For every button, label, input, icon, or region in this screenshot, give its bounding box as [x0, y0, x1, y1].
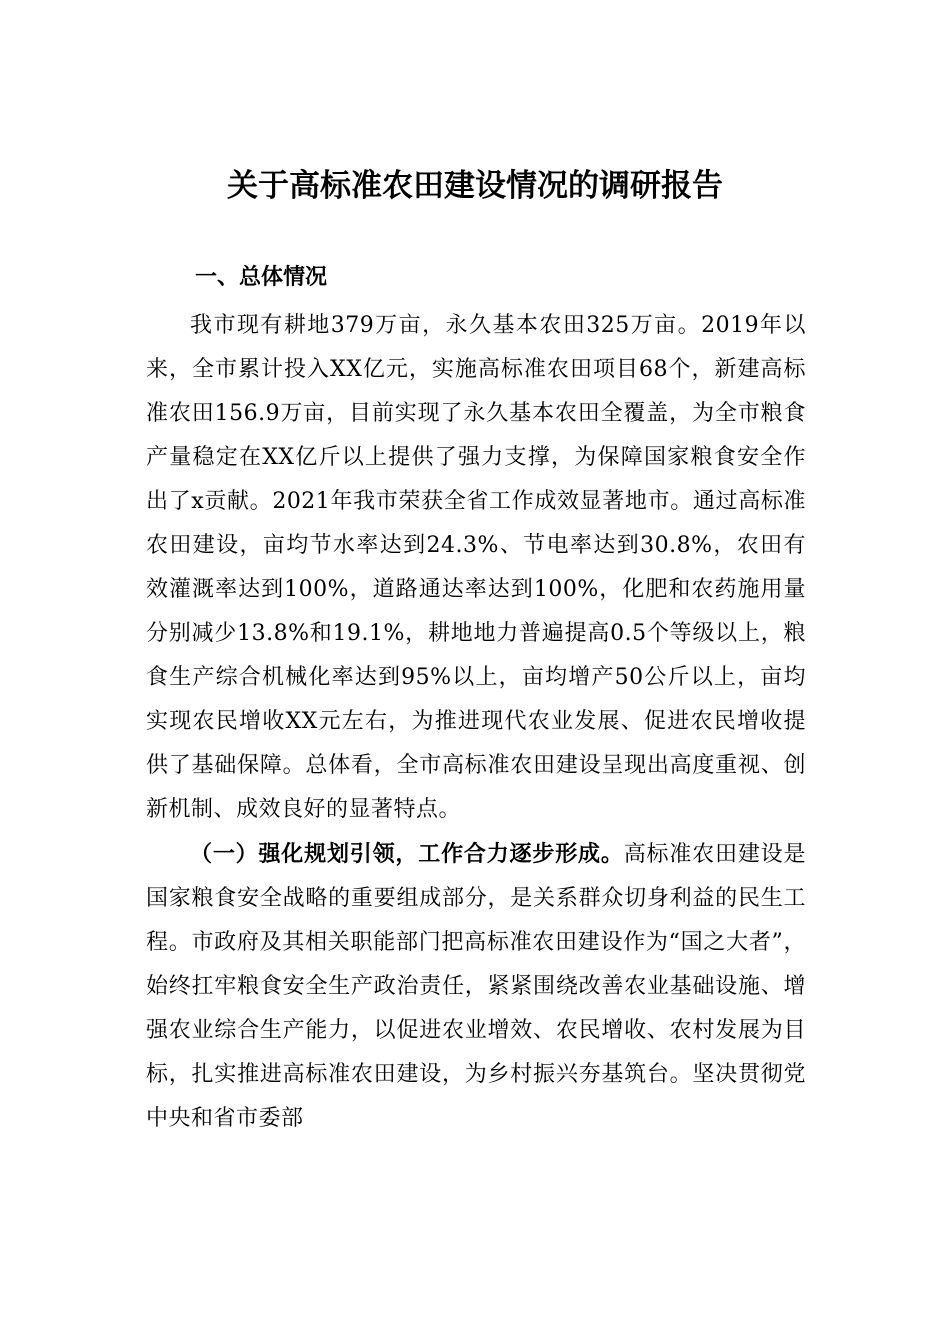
paragraph-overview: 我市现有耕地379万亩，永久基本农田325万亩。2019年以来，全市累计投入XX亿元，实施高标准农田项目68个，新建高标准农田156.9万亩，目前实现了永久基本农田全覆盖，为全市粮食产量稳定在XX亿斤以上提供了强力支撑，为保障国家粮食安全作出了x贡献。2021年我市荣获全省工作成效显著地市。通过高标准农田建设，亩均节水率达到24.3%、节电率达到30.8%，农田有效灌溉率达到100%，道路通达率达到100%，化肥和农药施用量分别减少13.8%和19.1%，耕地地力普遍提高0.5个等级以上，粮食生产综合机械化率达到95%以上，亩均增产50公斤以上，亩均实现农民增收XX元左右，为推进现代农业发展、促进农民增收提供了基础保障。总体看，全市高标准农田建设呈现出高度重视、创新机制、成效良好的显著特点。 [146, 313, 806, 822]
paragraph-subsection-1 [146, 832, 806, 1141]
section-heading-overview: 一、总体情况 [195, 265, 328, 290]
document-title: 关于高标准农田建设情况的调研报告 [227, 168, 723, 204]
document-body [146, 304, 806, 1141]
subsection-1-lead: （一）强化规划引领，工作合力逐步形成。 [190, 841, 624, 867]
subsection-1-text: 高标准农田建设是国家粮食安全战略的重要组成部分，是关系群众切身利益的民生工程。市政府及其相关职能部门把高标准农田建设作为“国之大者”，始终扛牢粮食安全生产政治责任，紧紧围绕改善农业基础设施、增强农业综合生产能力，以促进农业增效、农民增收、农村发展为目标，扎实推进高标准农田建设，为乡村振兴夯基筑台。坚决贯彻党中央和省市委部 [146, 842, 806, 1131]
